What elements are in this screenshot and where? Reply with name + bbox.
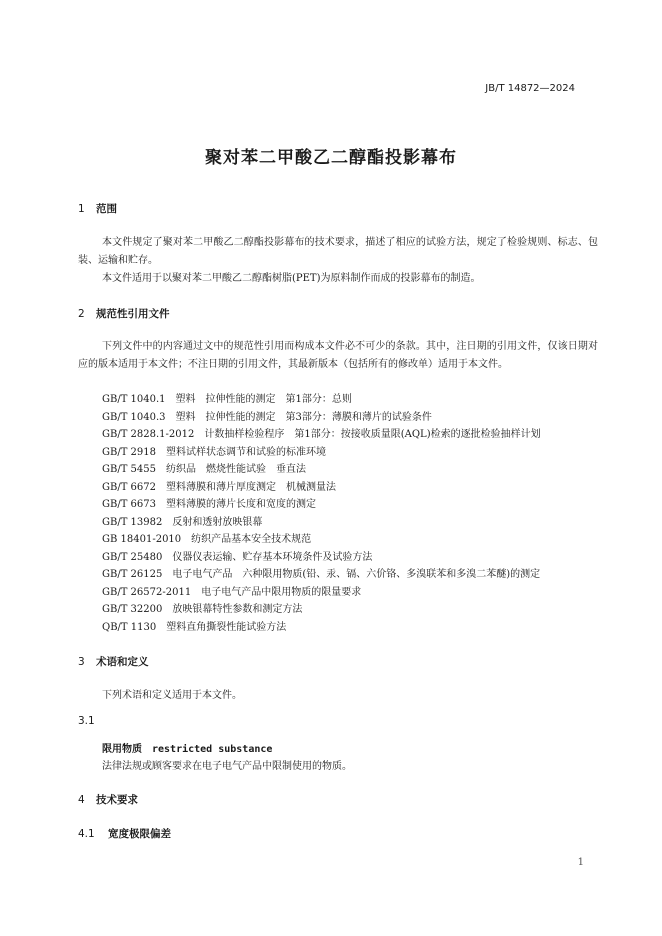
scope-paragraph-1: 本文件规定了聚对苯二甲酸乙二醇酯投影幕布的技术要求，描述了相应的试验方法，规定了检验规则、标志、包装、运输和贮存。 xyxy=(78,237,598,266)
section-3-number: 3 xyxy=(78,656,85,668)
term-definition: 法律法规或顾客要求在电子电气产品中限制使用的物质。 xyxy=(102,761,352,772)
section-3-title: 术语和定义 xyxy=(96,656,149,668)
page-number: 1 xyxy=(577,857,584,868)
section-4-number: 4 xyxy=(78,794,85,806)
scope-paragraph-2: 本文件适用于以聚对苯二甲酸乙二醇酯树脂(PET)为原料制作而成的投影幕布的制造。 xyxy=(102,273,481,284)
section-2-title: 规范性引用文件 xyxy=(96,308,170,320)
reference-item: GB/T 1040.1 塑料 拉伸性能的测定 第1部分：总则 xyxy=(102,394,352,405)
reference-item: GB/T 6673 塑料薄膜的薄片长度和宽度的测定 xyxy=(102,499,317,510)
reference-item: QB/T 1130 塑料直角撕裂性能试验方法 xyxy=(102,621,287,633)
term-name-en: restricted substance xyxy=(152,744,273,755)
terms-intro: 下列术语和定义适用于本文件。 xyxy=(102,690,242,701)
reference-item: GB/T 26572-2011 电子电气产品中限用物质的限量要求 xyxy=(102,586,362,598)
term-3-1-number: 3.1 xyxy=(78,715,95,727)
section-4-heading xyxy=(78,792,138,807)
reference-item: GB/T 2918 塑料试样状态调节和试验的标准环境 xyxy=(102,446,327,458)
section-4-1-heading xyxy=(78,826,171,841)
normative-reference-list xyxy=(102,390,541,635)
section-4-title: 技术要求 xyxy=(96,794,138,806)
document-title: 聚对苯二甲酸乙二醇酯投影幕布 xyxy=(205,148,457,168)
term-entry xyxy=(102,740,272,755)
reference-item: GB/T 1040.3 塑料 拉伸性能的测定 第3部分：薄膜和薄片的试验条件 xyxy=(102,411,432,423)
reference-item: GB/T 5455 纺织品 燃烧性能试验 垂直法 xyxy=(102,464,307,475)
reference-item: GB/T 25480 仪器仪表运输、贮存基本环境条件及试验方法 xyxy=(102,551,373,563)
section-2-number: 2 xyxy=(78,308,85,320)
reference-item: GB/T 6672 塑料薄膜和薄片厚度测定 机械测量法 xyxy=(102,481,337,493)
term-name-zh: 限用物质 xyxy=(102,744,142,755)
section-1-heading xyxy=(78,201,117,216)
section-2-heading xyxy=(78,306,170,321)
section-4-1-number: 4.1 xyxy=(78,828,95,840)
reference-item: GB/T 26125 电子电气产品 六种限用物质(铅、汞、镉、六价铬、多溴联苯和多溴二苯醚)的测定 xyxy=(102,569,541,580)
section-3-heading xyxy=(78,654,149,669)
reference-item: GB 18401-2010 纺织产品基本安全技术规范 xyxy=(102,534,312,545)
reference-item: GB/T 13982 反射和透射放映银幕 xyxy=(102,516,263,528)
section-1-title: 范围 xyxy=(96,203,117,215)
reference-item: GB/T 32200 放映银幕特性参数和测定方法 xyxy=(102,604,303,615)
section-1-number: 1 xyxy=(78,203,85,215)
section-4-1-title: 宽度极限偏差 xyxy=(108,828,171,840)
reference-item: GB/T 2828.1-2012 计数抽样检验程序 第1部分：按接收质量限(AQL)检索的逐批检验抽样计划 xyxy=(102,429,541,440)
normative-refs-intro: 下列文件中的内容通过文中的规范性引用而构成本文件必不可少的条款。其中，注日期的引用文件，仅该日期对应的版本适用于本文件；不注日期的引用文件，其最新版本（包括所有的修改单）适用于本文件。 xyxy=(78,341,598,370)
standard-code: JB/T 14872—2024 xyxy=(485,83,575,94)
